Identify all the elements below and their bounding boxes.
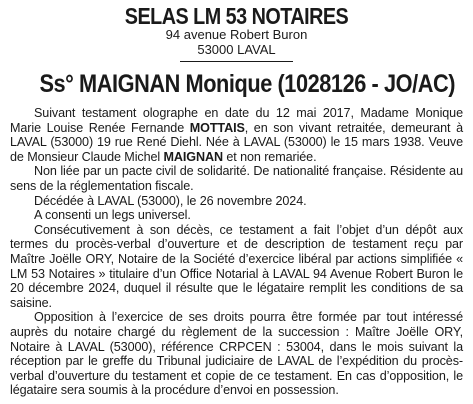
- header-divider: [180, 61, 293, 62]
- married-name: MAIGNAN: [163, 149, 223, 164]
- firm-name: SELAS LM 53 NOTAIRES: [124, 3, 349, 29]
- maiden-name: MOTTAIS: [189, 120, 245, 135]
- paragraph-legacy: A consenti un legs universel.: [34, 208, 191, 223]
- paragraph-testament-text-1: Suivant testament olographe en date du 12 mai 2017, Madame Monique Marie Louise Renée Fernande: [10, 106, 463, 135]
- notice-body: [10, 106, 463, 398]
- notice-title: Ss° MAIGNAN Monique (1028126 - JO/AC): [39, 70, 456, 98]
- legal-notice: [0, 4, 473, 404]
- paragraph-testament: [10, 106, 463, 164]
- paragraph-testament-text-3: et non remariée.: [222, 149, 317, 164]
- paragraph-status: Non liée par un pacte civil de solidarité. De nationalité française. Résidente au sens de la réglementation fiscale.: [10, 164, 463, 193]
- notice-header: [10, 4, 463, 62]
- paragraph-opposition: Opposition à l’exercice de ses droits pourra être formée par tout intéressé auprès du notaire chargé du règlement de la succession : Maître Joëlle ORY, Notaire à LAVAL (53000), référence CRPCEN : 53004, dans le mois suivant la réception par le greffe du Tribunal judiciaire de LAVAL de l’expédition du procès-verbal d’ouverture du testament et copie de ce testament. En cas d’opposition, le légataire sera soumis à la procédure d’envoi en possession.: [10, 310, 463, 398]
- paragraph-death: Décédée à LAVAL (53000), le 26 novembre 2024.: [34, 193, 307, 208]
- paragraph-deposit: Consécutivement à son décès, ce testament a fait l’objet d’un dépôt aux termes du procès-verbal d’ouverture et de description de testament reçu par Maître Joëlle ORY, Notaire de la Société d’exercice libéral par actions simplifiée « LM 53 Notaires » titulaire d’un Office Notarial à LAVAL 94 Avenue Robert Buron le 20 décembre 2024, duquel il résulte que le légataire remplit les conditions de sa saisine.: [10, 222, 463, 310]
- firm-address-city: 53000 LAVAL: [197, 41, 276, 57]
- firm-address-street: 94 avenue Robert Buron: [165, 27, 308, 42]
- paragraph-testament-text-2: , en son vivant retraitée, demeurant à LAVAL (53000) 19 rue René Diehl. Née à LAVAL (53000) le 15 mars 1938. Veuve de Monsieur Claude Michel: [10, 120, 463, 164]
